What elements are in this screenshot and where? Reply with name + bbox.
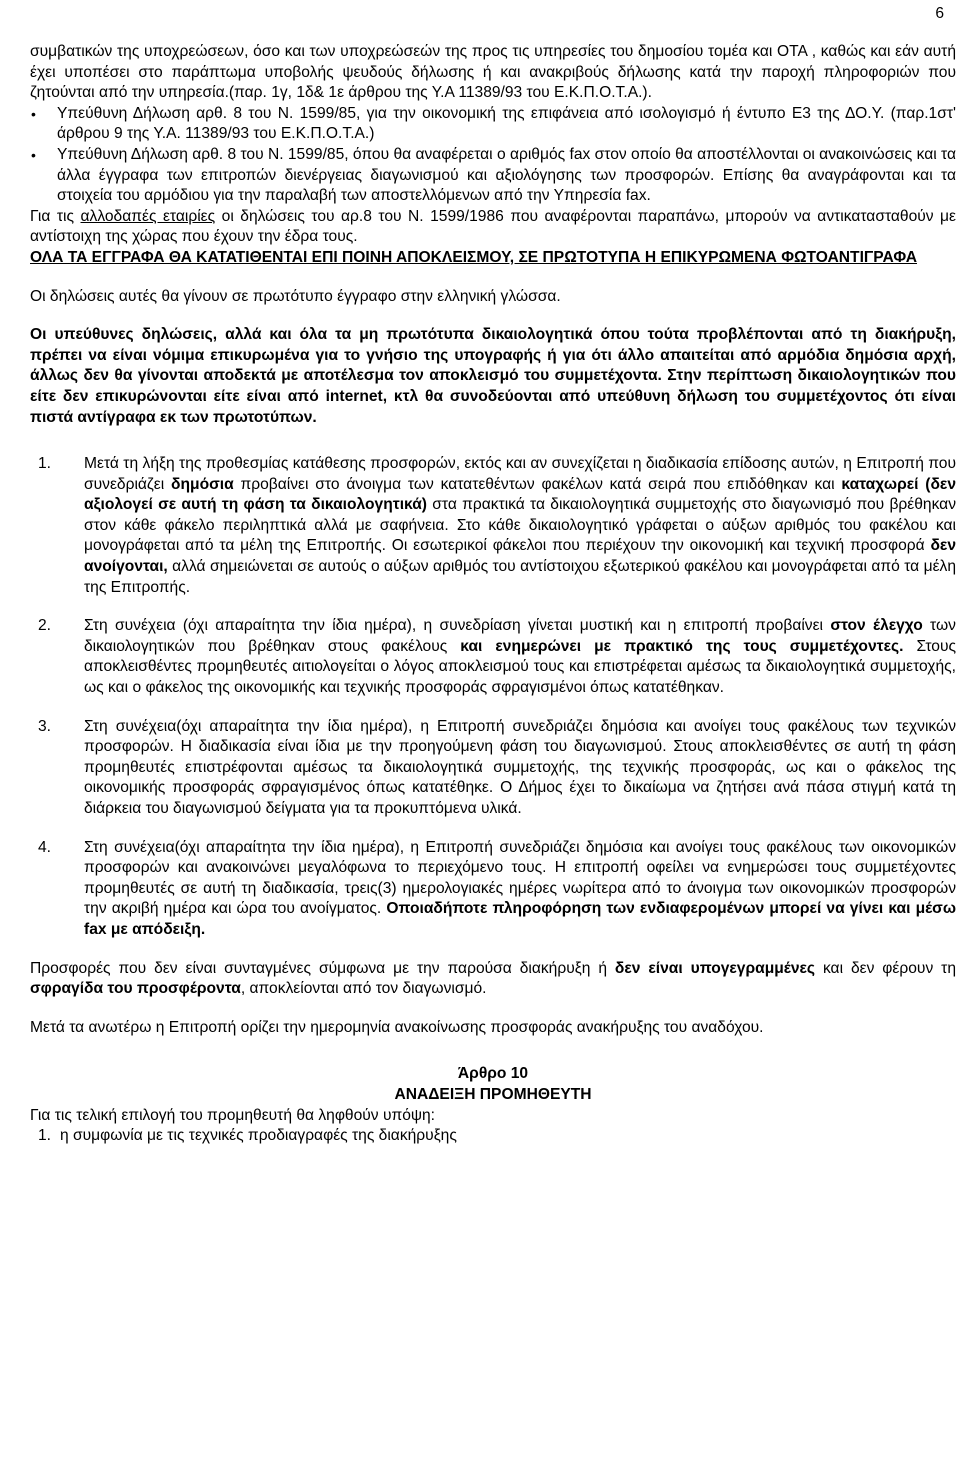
list-item: • Υπεύθυνη Δήλωση αρθ. 8 του Ν. 1599/85, για την οικονομική της επιφάνεια από ισολογισμό ή έντυπο Ε3 της ΔΟ.Υ. (παρ.1στ' άρθρου 9 της Υ.Α. 11389/93 του Ε.Κ.Π.Ο.Τ.Α.)	[30, 104, 956, 145]
page-number: 6	[935, 5, 944, 22]
greek-language-paragraph: Οι δηλώσεις αυτές θα γίνουν σε πρωτότυπο έγγραφο στην ελληνική γλώσσα.	[30, 287, 561, 305]
spacer	[30, 269, 956, 287]
bold-text: σφραγίδα του προσφέροντα	[30, 980, 241, 998]
procedure-step-1	[30, 454, 956, 598]
step-number: 1.	[38, 1127, 52, 1145]
bold-text: στον έλεγχο	[830, 617, 923, 635]
text-span: Μετά τη λήξη της προθεσμίας κατάθεσης προσφορών, εκτός και αν συνεχίζεται η διαδικασία επίδοσης αυτών, η Επιτροπή που συνεδριάζει	[84, 455, 956, 493]
text-span: στα πρακτικά τα δικαιολογητικά συμμετοχής στο διαγωνισμό που βρέθηκαν στον κάθε φάκελο περιληπτικά αλλά με σαφήνεια. Στο κάθε δικαιολογητικό γράφεται ο αύξων αριθμός του φακέλου και μονογράφεται από τα μέλη της Επιτροπής. Οι εσωτερικοί φάκελοι που περιέχουν την οικονομική και τεχνική προσφορά	[84, 496, 956, 555]
bold-text: δεν ανοίγονται,	[84, 537, 956, 576]
document-body	[30, 42, 956, 1147]
step-number: 2.	[38, 617, 52, 635]
spacer	[30, 428, 956, 446]
step-number: 4.	[38, 838, 52, 856]
declaration-list	[30, 104, 956, 207]
text-span: η συμφωνία με τις τεχνικές προδιαγραφές της διακήρυξης	[60, 1127, 457, 1145]
spacer	[30, 1038, 956, 1056]
foreign-companies-paragraph	[30, 207, 956, 248]
article-title: Άρθρο 10	[457, 1065, 529, 1083]
spacer	[30, 598, 956, 616]
text-span: Στη συνέχεια(όχι απαραίτητα την ίδια ημέρα), η Επιτροπή συνεδριάζει δημόσια και ανοίγει τους φακέλους των τεχνικών προσφορών. Η διαδικασία είναι ίδια με την προηγούμενη φάση του διαγωνισμού. Στους αποκλεισθέντες σε αυτή τη φάση προμηθευτές επιστρέφονται αμέσως τα δικαιολογητικά συμμετοχής, της τεχνικής προσφοράς, ως και ο φάκελος της οικονομικής προσφοράς σφραγισμένος όπως κατατέθηκε. Ο Δήμος έχει το δικαίωμα να ζητήσει ανά πάσα στιγμή κατά τη διάρκεια του διαγωνισμού δείγματα για τα προκυπτόμενα υλικά.	[84, 717, 956, 817]
spacer	[30, 446, 956, 454]
seal-paragraph	[30, 959, 956, 1000]
text-span: των δικαιολογητικών που βρέθηκαν στους φακέλους	[84, 617, 956, 655]
text-span: , αποκλείονται από τον διαγωνισμό.	[240, 980, 487, 998]
text-span: Στους αποκλεισθέντες προμηθευτές αιτιολογείται ο λόγος αποκλεισμού τους και επιστρέφεται αμέσως τα δικαιολογητικά συμμετοχής, ως και ο φάκελος της οικονομικής και τεχνικής προσφοράς σφραγισμένοι όπως κατατέθηκαν.	[84, 637, 956, 697]
spacer	[30, 307, 956, 325]
list-item: • Υπεύθυνη Δήλωση αρθ. 8 του Ν. 1599/85, όπου θα αναφέρεται ο αριθμός fax στον οποίο θα αποστέλλονται οι ανακοινώσεις και τα άλλα έγγραφα των επιτροπών διενέργειας διαγωνισμού και αξιολόγησης των προσφορών. Επίσης θα αναγράφονται και τα στοιχεία του αρμόδιου για την παραλαβή των αποστελλόμενων από την Υπηρεσία fax.	[30, 145, 956, 207]
step-number: 3.	[38, 717, 52, 735]
warning-heading: ΟΛΑ ΤΑ ΕΓΓΡΑΦΑ ΘΑ ΚΑΤΑΤΙΘΕΝΤΑΙ ΕΠΙ ΠΟΙΝΗ ΑΠΟΚΛΕΙΣΜΟΥ, ΣΕ ΠΡΩΤΟΤΥΠΑ Η ΕΠΙΚΥΡΩΜΕΝΑ ΦΩΤΟΑΝΤΙΓΡΑΦΑ	[30, 248, 917, 266]
text-span: Στη συνέχεια(όχι απαραίτητα την ίδια ημέρα), η Επιτροπή συνεδριάζει δημόσια και ανοίγει τους φακέλους των οικονομικών προσφορών και ανακοινώνει μεγαλόφωνα το περιεχόμενο τους. Η επιτροπή οφείλει να ενημερώσει τους συμμετέχοντες προμηθευτές σε αυτή τη διαδικασία, τρεις(3) ημερολογιακές ημέρες νωρίτερα από το άνοιγμα των οικονομικών προσφορών την ακριβή ημέρα και ώρα του ανοίγματος.	[84, 838, 956, 918]
spacer	[30, 699, 956, 717]
award-date-paragraph: Μετά τα ανωτέρω η Επιτροπή ορίζει την ημερομηνία ανακοίνωσης προσφοράς ανακήρυξης του αναδόχου.	[30, 1018, 764, 1036]
text-span: Προσφορές που δεν είναι συνταγμένες σύμφωνα με την παρούσα διακήρυξη ή	[30, 959, 615, 977]
intro-paragraph: συμβατικών της υποχρεώσεων, όσο και των υποχρεώσεών της προς τις υπηρεσίες του δημοσίου τομέα και ΟΤΑ , καθώς και εάν αυτή έχει υποπέσει στο παράπτωμα υποβολής ψευδούς δήλωσης ή και ανακριβούς δήλωσης κατά την παροχή πληροφοριών που ζητούνται από την υπηρεσία.(παρ. 1γ, 1δ& 1ε άρθρου της Υ.Α 11389/93 του Ε.Κ.Π.Ο.Τ.Α.).	[30, 43, 956, 102]
spacer	[30, 941, 956, 959]
text-span: οι δηλώσεις του αρ.8 του Ν. 1599/1986 που αναφέρονται παραπάνω, μπορούν να αντικατασταθούν με αντίστοιχη της χώρας που έχουν την έδρα τους.	[30, 207, 956, 246]
text-span: Στη συνέχεια (όχι απαραίτητα την ίδια ημέρα), η συνεδρίαση γίνεται μυστική και η επιτροπή προβαίνει	[84, 617, 831, 635]
procedure-step-3	[30, 717, 956, 820]
bold-text: Οποιαδήποτε πληροφόρηση των ενδιαφερομένων μπορεί να γίνει και μέσω fax με απόδειξη.	[84, 900, 956, 938]
spacer	[30, 1056, 956, 1064]
text-span: προβαίνει στο άνοιγμα των κατατεθέντων φακέλων κατά σειρά που επιδόθηκαν και	[233, 475, 842, 493]
article-subtitle: ΑΝΑΔΕΙΞΗ ΠΡΟΜΗΘΕΥΤΗ	[394, 1085, 592, 1103]
procedure-step-4	[30, 838, 956, 941]
step-number: 1.	[38, 455, 52, 473]
selection-criteria-intro: Για τις τελική επιλογή του προμηθευτή θα ληφθούν υπόψη:	[30, 1106, 436, 1124]
certification-paragraph: Οι υπεύθυνες δηλώσεις, αλλά και όλα τα μη πρωτότυπα δικαιολογητικά όπου τούτα προβλέπονται από τη διακήρυξη, πρέπει να είναι νόμιμα επικυρωμένα για το γνήσιο της υπογραφής ή για ότι άλλο απαιτείται από αρμόδια δημόσια αρχή, άλλως δεν θα γίνονται αποδεκτά με αποτέλεσμα τον αποκλεισμό του συμμετέχοντα. Στην περίπτωση δικαιολογητικών που είτε δεν επικυρώνονται είτε είναι από internet, κτλ θα συνοδεύονται από υπεύθυνη δήλωση του συμμετέχοντος ότι είναι πιστά αντίγραφα εκ των πρωτοτύπων.	[30, 326, 956, 426]
bold-text: καταχωρεί (δεν αξιολογεί σε αυτή τη φάση τα δικαιολογητικά)	[84, 475, 957, 514]
underlined-text: αλλοδαπές εταιρίες	[80, 207, 216, 225]
selection-criterion-1	[30, 1126, 956, 1147]
bold-text: και ενημερώνει με πρακτικό της τους συμμετέχοντες.	[460, 637, 904, 655]
spacer	[30, 1000, 956, 1018]
text-span: Για τις	[30, 207, 81, 225]
bold-text: δημόσια	[171, 475, 234, 493]
spacer	[30, 820, 956, 838]
bold-text: δεν είναι υπογεγραμμένες	[614, 959, 816, 977]
text-span: και δεν φέρουν τη	[815, 959, 956, 977]
text-span: αλλά σημειώνεται σε αυτούς ο αύξων αριθμός του αντίστοιχου εξωτερικού φακέλου και μονογράφεται από τα μέλη της Επιτροπής.	[84, 558, 956, 596]
procedure-step-2	[30, 616, 956, 698]
